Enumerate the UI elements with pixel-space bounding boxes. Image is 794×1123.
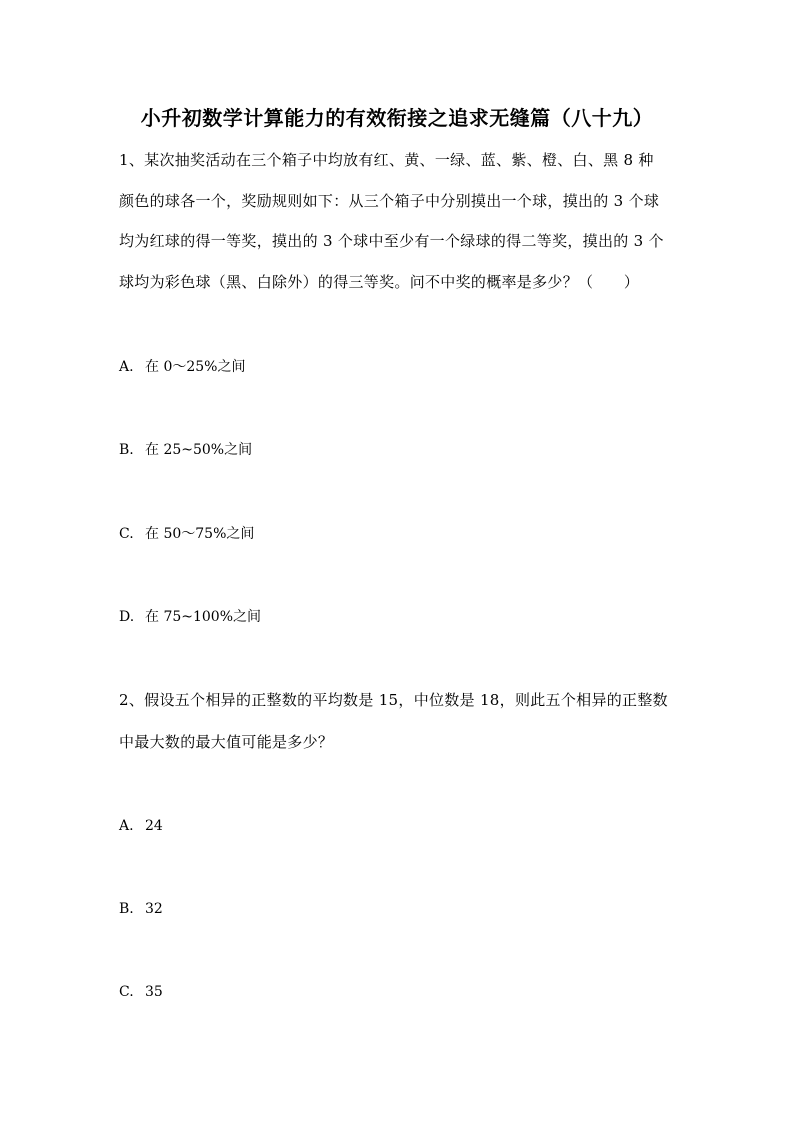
question-1-option-d — [119, 606, 261, 628]
option-letter: C. — [119, 984, 134, 1000]
option-letter: C. — [119, 526, 134, 542]
question-1-option-c — [119, 523, 254, 545]
option-text: 在 75~100%之间 — [145, 609, 262, 625]
option-letter: D. — [119, 609, 135, 625]
option-letter: B. — [119, 442, 134, 458]
question-1-line-2: 颜色的球各一个，奖励规则如下：从三个箱子中分别摸出一个球，摸出的 3 个球 — [119, 192, 660, 210]
option-text: 在 0～25%之间 — [145, 359, 246, 375]
option-text: 在 50～75%之间 — [145, 526, 255, 542]
question-1-line-3: 均为红球的得一等奖，摸出的 3 个球中至少有一个绿球的得二等奖，摸出的 3 个 — [119, 232, 664, 250]
option-text: 在 25~50%之间 — [145, 442, 253, 458]
question-2-option-a — [119, 815, 163, 837]
option-letter: A. — [119, 359, 134, 375]
question-2-line-2: 中最大数的最大值可能是多少？ — [119, 733, 334, 751]
question-2-option-c — [119, 981, 163, 1003]
option-text: 35 — [145, 984, 163, 1000]
question-2-option-b — [119, 898, 163, 920]
question-2-line-1: 2、假设五个相异的正整数的平均数是 15，中位数是 18，则此五个相异的正整数 — [119, 691, 668, 709]
option-text: 32 — [145, 901, 163, 917]
question-1-line-1: 1、某次抽奖活动在三个箱子中均放有红、黄、一绿、蓝、紫、橙、白、黑 8 种 — [119, 151, 654, 169]
option-text: 24 — [145, 818, 163, 834]
page-title: 小升初数学计算能力的有效衔接之追求无缝篇（八十九） — [140, 106, 654, 130]
option-letter: B. — [119, 901, 134, 917]
question-1-option-a — [119, 356, 245, 378]
question-1-line-4: 球均为彩色球（黑、白除外）的得三等奖。问不中奖的概率是多少？（ ） — [119, 273, 640, 291]
question-1-option-b — [119, 439, 252, 461]
option-letter: A. — [119, 818, 134, 834]
